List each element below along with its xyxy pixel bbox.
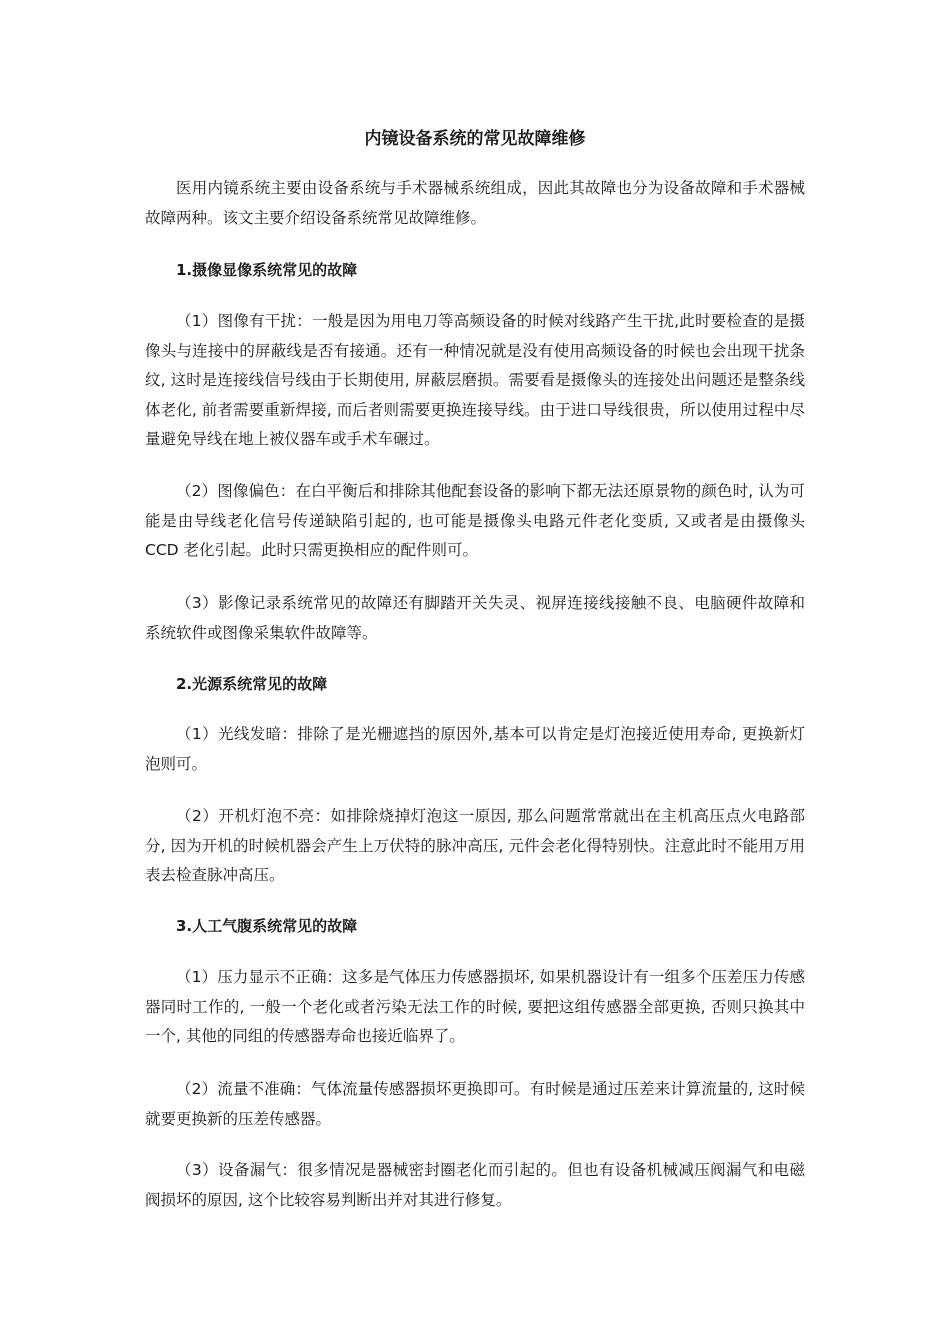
- paragraph-pressure-display: （1）压力显示不正确：这多是气体压力传感器损坏, 如果机器设计有一组多个压差压力传感器同时工作的, 一般一个老化或者污染无法工作的时候, 要把这组传感器全部更换, 否则只换其中一个, 其他的同组的传感器寿命也接近临界了。: [145, 968, 805, 1045]
- document-title: 内镜设备系统的常见故障维修: [364, 129, 586, 149]
- intro-paragraph: 医用内镜系统主要由设备系统与手术器械系统组成，因此其故障也分为设备故障和手术器械故障两种。该文主要介绍设备系统常见故障维修。: [145, 179, 805, 227]
- paragraph-image-interference: （1）图像有干扰：一般是因为用电刀等高频设备的时候对线路产生干扰,此时要检查的是摄像头与连接中的屏蔽线是否有接通。还有一种情况就是没有使用高频设备的时候也会出现干扰条纹, 这时是连接线信号线由于长期使用, 屏蔽层磨损。需要看是摄像头的连接处出问题还是整条线体老化, 前者需要重新焊接, 而后者则需要更换连接导线。由于进口导线很贵，所以使用过程中尽量避免导线在地上被仪器车或手术车碾过。: [145, 312, 805, 448]
- section-heading-insufflation: 3.人工气腹系统常见的故障: [176, 917, 358, 935]
- paragraph-dim-light: （1）光线发暗：排除了是光栅遮挡的原因外,基本可以肯定是灯泡接近使用寿命, 更换新灯泡则可。: [145, 725, 805, 773]
- paragraph-gas-leak: （3）设备漏气：很多情况是器械密封圈老化而引起的。但也有设备机械减压阀漏气和电磁阀损坏的原因, 这个比较容易判断出并对其进行修复。: [145, 1161, 805, 1209]
- paragraph-flow-inaccurate: （2）流量不准确：气体流量传感器损坏更换即可。有时候是通过压差来计算流量的, 这时候就要更换新的压差传感器。: [145, 1080, 805, 1128]
- section-heading-light-source: 2.光源系统常见的故障: [176, 675, 328, 693]
- paragraph-recording-faults: （3）影像记录系统常见的故障还有脚踏开关失灵、视屏连接线接触不良、电脑硬件故障和系统软件或图像采集软件故障等。: [145, 594, 805, 642]
- paragraph-color-cast: （2）图像偏色：在白平衡后和排除其他配套设备的影响下都无法还原景物的颜色时, 认为可能是由导线老化信号传递缺陷引起的, 也可能是摄像头电路元件老化变质, 又或者是由摄像头 CCD 老化引起。此时只需更换相应的配件则可。: [145, 482, 805, 559]
- paragraph-lamp-not-on: （2）开机灯泡不亮：如排除烧掉灯泡这一原因, 那么问题常常就出在主机高压点火电路部分, 因为开机的时候机器会产生上万伏特的脉冲高压, 元件会老化得特别快。注意此时不能用万用表去检查脉冲高压。: [145, 807, 805, 884]
- section-heading-camera: 1.摄像显像系统常见的故障: [176, 261, 358, 279]
